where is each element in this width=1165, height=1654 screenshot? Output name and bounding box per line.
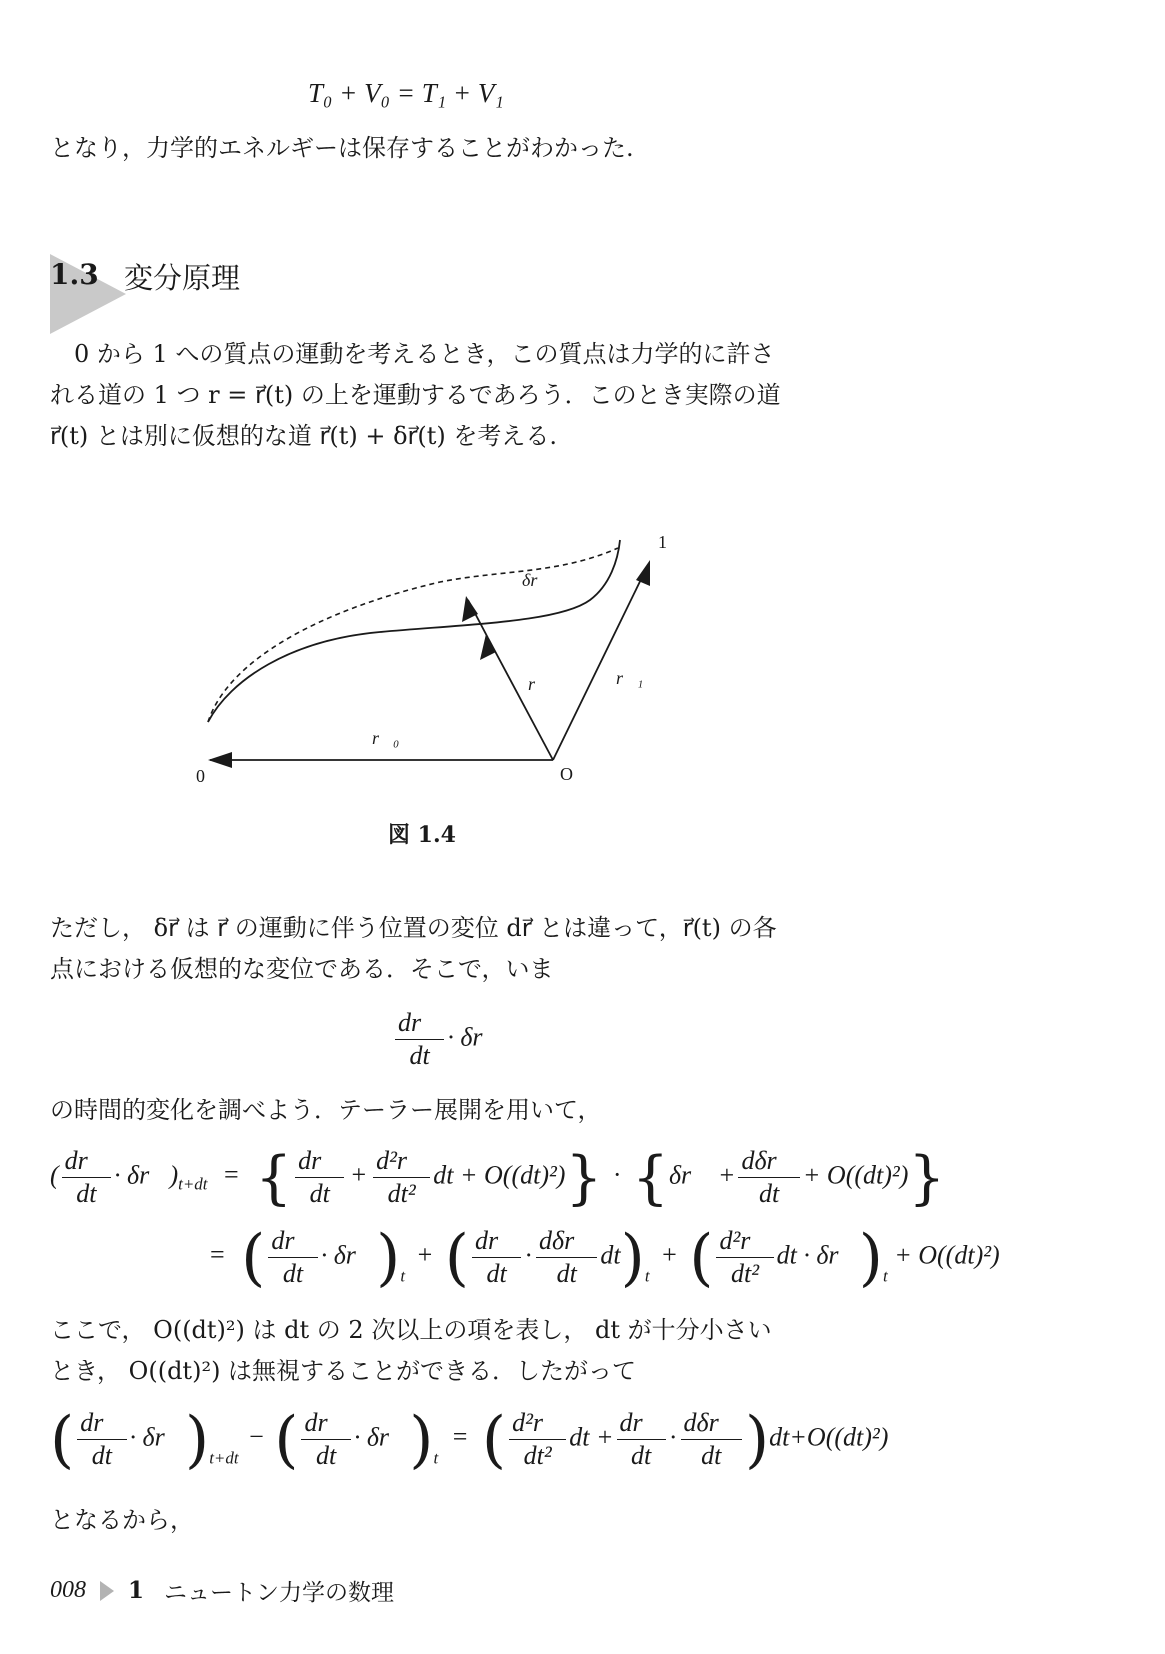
page-number: 008: [50, 1577, 86, 1603]
paragraph-3: の時間的変化を調べよう．テーラー展開を用いて，: [50, 1096, 602, 1124]
page-footer: [50, 1574, 394, 1607]
section-number: 1.3: [50, 258, 99, 291]
intro-text: となり，力学的エネルギーは保存することがわかった.: [50, 134, 634, 162]
figure-label-r: r⃗: [528, 674, 550, 694]
figure-label-r0: r⃗₀: [372, 728, 400, 748]
figure-label-O: O: [560, 764, 573, 784]
para2-line1: ただし， δr⃗ は r⃗ の運動に伴う位置の変位 dr⃗ とは違って，r⃗(t) の各: [50, 914, 777, 942]
figure-label-delta-r: δr⃗: [522, 570, 552, 590]
para4-line2: とき， O((dt)²) は無視することができる．したがって: [50, 1356, 637, 1385]
footer-marker: [100, 1581, 114, 1601]
chapter-title: ニュートン力学の数理: [164, 1580, 395, 1606]
fraction: $\frac{dr⃗}{dt}$: [395, 1008, 444, 1071]
figure-label-0: 0: [196, 766, 205, 786]
vector-r: [488, 638, 553, 760]
vector-r1-arrowhead: [636, 560, 650, 586]
para4-line1: ここで， O((dt)²) は dt の 2 次以上の項を表し， dt が十分小さい: [50, 1316, 772, 1344]
paragraph-5: となるから，: [50, 1506, 194, 1534]
figure-label-1: 1: [658, 532, 667, 552]
section-title: 変分原理: [124, 261, 241, 295]
para1-line2: れる道の 1 つ r = r⃗(t) の上を運動するであろう．このとき実際の道: [50, 380, 781, 409]
figure-caption: 図 1.4: [388, 822, 456, 848]
vector-r0-arrowhead: [208, 752, 232, 768]
vector-r1: [553, 565, 648, 760]
equation-text: T₀ + V₀ = T₁ + V₁: [308, 78, 504, 108]
para2-line2: 点における仮想的な変位である．そこで，いま: [50, 954, 554, 983]
para1-line3: r⃗(t) とは別に仮想的な道 r⃗(t) + δr⃗(t) を考える.: [50, 421, 558, 450]
chapter-number: 1: [128, 1577, 145, 1604]
virtual-path-dashed: [208, 548, 618, 722]
figure-label-r1: r⃗₁: [616, 668, 644, 688]
vector-delta-r-arrowhead: [462, 596, 478, 622]
equation-dr-dot-delta: $\frac{dr⃗}{dt}$ · δr⃗: [392, 1008, 503, 1071]
equation-difference: ( $\frac{dr⃗}{dt}$ · $\delta r⃗)_{t+dt}$ − ( $\frac{dr⃗}{dt}$ · $\delta r⃗)_t$ = ( $\frac{\text{d²r⃗}}{\text{dt²}}$ dt + $\frac{dr⃗}{dt}$ · $\frac{\text{dδr⃗}}{dt}$ )dt+O((dt)²): [50, 1402, 889, 1476]
para1-line1: 0 から 1 への質点の運動を考えるとき，この質点は力学的に許さ: [74, 340, 775, 368]
equation-taylor-line1: ( $\frac{dr⃗}{dt}$ · $\delta r⃗)_{t+dt}$ = { $\frac{dr⃗}{dt}$ + $\frac{\text{d²r⃗}}{\text{dt²}}$ dt + O((dt)²)} · {δr⃗ + $\frac{\text{dδr⃗}}{dt}$ + O((dt)²)}: [50, 1143, 946, 1212]
actual-path: [208, 540, 620, 722]
paragraph-2: [50, 908, 840, 990]
equation-taylor-line2: = ( $\frac{dr⃗}{dt}$ · $\delta r⃗)_t$ + ( $\frac{dr⃗}{dt}$ · $\frac{\text{dδr⃗}}{dt}$ $dt)_t$ + ( $\frac{\text{d²r⃗}}{\text{dt²}}$ dt · $\delta r⃗)_t + O((dt)^2)$: [210, 1220, 1000, 1294]
paragraph-4: [50, 1310, 840, 1392]
